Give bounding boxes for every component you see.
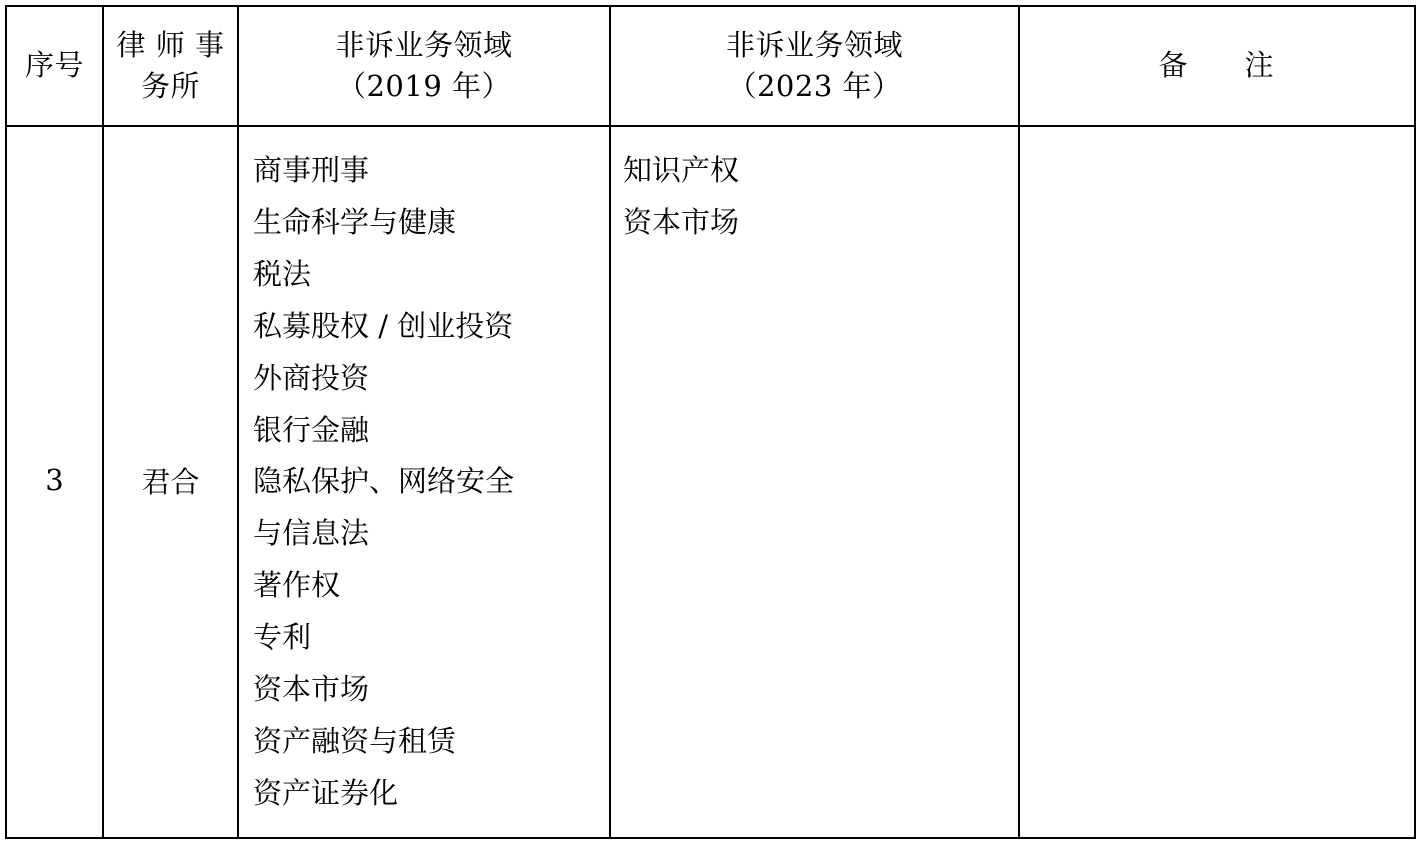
table-header-row [6, 6, 1415, 126]
cell-row-number [6, 126, 103, 838]
firm-name-value: 君合 [141, 464, 200, 499]
list-item: 银行金融 [253, 412, 370, 447]
header-note-line1: 备 注 [1158, 48, 1288, 83]
header-cell-firm [103, 6, 238, 126]
header-no-line1: 序号 [24, 48, 84, 83]
header-cell-no [6, 6, 103, 126]
document-page [0, 5, 1419, 857]
list-item: 知识产权 [623, 153, 740, 187]
list-item: 隐私保护、网络安全 [253, 464, 515, 499]
header-cell-2023 [610, 6, 1019, 126]
areas-2023-list [611, 127, 1018, 249]
list-item: 私募股权 / 创业投资 [253, 308, 514, 343]
header-2019-line1: 非诉业务领域 [335, 27, 513, 62]
header-2023-line1: 非诉业务领域 [725, 27, 903, 62]
note-value [1020, 127, 1414, 833]
row-number-value: 3 [45, 463, 64, 497]
cell-note [1019, 126, 1415, 838]
header-cell-2019 [238, 6, 610, 126]
list-item: 资本市场 [253, 672, 370, 707]
list-item: 专利 [253, 620, 312, 655]
list-item: 外商投资 [253, 360, 370, 395]
list-item: 资产融资与租赁 [253, 723, 457, 758]
header-2019-line2: （2019 年） [336, 69, 512, 103]
list-item: 税法 [253, 256, 312, 291]
header-firm-line1: 律 师 事 [116, 27, 225, 62]
list-item: 商事刑事 [253, 153, 370, 187]
list-item: 资产证券化 [253, 775, 399, 810]
cell-areas-2019 [238, 126, 610, 838]
cell-areas-2023 [610, 126, 1019, 838]
header-firm-line2: 务所 [140, 69, 200, 103]
law-firm-practice-areas-table [5, 5, 1416, 839]
cell-firm-name [103, 126, 238, 838]
areas-2019-list [239, 127, 609, 820]
table-row [6, 126, 1415, 838]
list-item: 与信息法 [253, 516, 370, 551]
list-item: 生命科学与健康 [253, 204, 457, 239]
list-item: 资本市场 [623, 204, 740, 239]
header-cell-note [1019, 6, 1415, 126]
header-2023-line2: （2023 年） [727, 69, 902, 103]
list-item: 著作权 [253, 568, 341, 603]
